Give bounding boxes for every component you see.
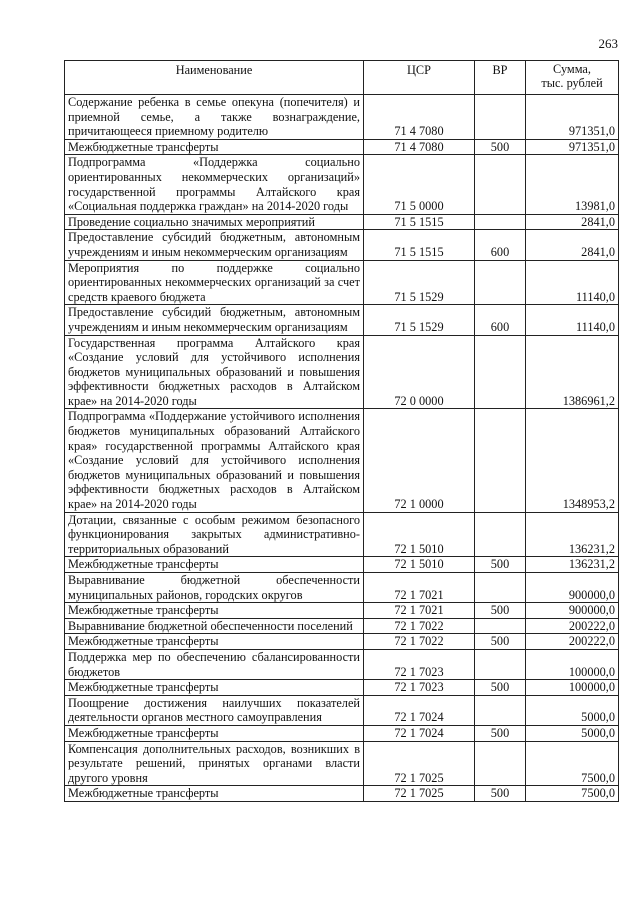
- cell-sum: 200222,0: [526, 618, 619, 634]
- table-row: [65, 603, 619, 619]
- table-row: [65, 680, 619, 696]
- cell-vr: 500: [475, 725, 526, 741]
- table-row: [65, 95, 619, 140]
- cell-sum: 5000,0: [526, 725, 619, 741]
- cell-name: Дотации, связанные с особым режимом безопасного функционирования закрытых административно-территориальных образований: [65, 512, 364, 557]
- table-row: [65, 695, 619, 725]
- header-name: Наименование: [65, 61, 364, 95]
- table-row: [65, 214, 619, 230]
- cell-name: Содержание ребенка в семье опекуна (попечителя) и приемной семье, а также вознаграждение, причитающееся приемному родителю: [65, 95, 364, 140]
- cell-name: Подпрограмма «Поддержка социально ориентированных некоммерческих организаций» государственной программы Алтайского края «Социальная поддержка граждан» на 2014-2020 годы: [65, 155, 364, 214]
- budget-table: [64, 60, 619, 802]
- cell-csr: 71 5 1515: [364, 230, 475, 260]
- cell-name: Межбюджетные трансферты: [65, 557, 364, 573]
- cell-name: Межбюджетные трансферты: [65, 139, 364, 155]
- cell-sum: 7500,0: [526, 741, 619, 786]
- cell-vr: [475, 512, 526, 557]
- table-row: [65, 618, 619, 634]
- cell-csr: 72 1 7024: [364, 725, 475, 741]
- table-row: [65, 741, 619, 786]
- cell-csr: 72 1 5010: [364, 512, 475, 557]
- cell-sum: 900000,0: [526, 603, 619, 619]
- cell-vr: 500: [475, 634, 526, 650]
- cell-sum: 11140,0: [526, 260, 619, 305]
- cell-vr: [475, 214, 526, 230]
- cell-vr: 600: [475, 305, 526, 335]
- cell-csr: 72 1 7022: [364, 618, 475, 634]
- cell-csr: 71 4 7080: [364, 139, 475, 155]
- table-row: [65, 557, 619, 573]
- cell-name: Мероприятия по поддержке социально ориентированных некоммерческих организаций за счет средств краевого бюджета: [65, 260, 364, 305]
- table-row: [65, 260, 619, 305]
- table-row: [65, 649, 619, 679]
- cell-csr: 72 1 7022: [364, 634, 475, 650]
- cell-csr: 72 1 7021: [364, 573, 475, 603]
- cell-vr: 500: [475, 603, 526, 619]
- cell-name: Межбюджетные трансферты: [65, 603, 364, 619]
- table-header-row: [65, 61, 619, 95]
- cell-vr: [475, 618, 526, 634]
- cell-name: Предоставление субсидий бюджетным, автономным учреждениям и иным некоммерческим организациям: [65, 230, 364, 260]
- header-sum: [526, 61, 619, 95]
- cell-sum: 13981,0: [526, 155, 619, 214]
- cell-name: Межбюджетные трансферты: [65, 786, 364, 802]
- cell-sum: 100000,0: [526, 649, 619, 679]
- cell-csr: 71 4 7080: [364, 95, 475, 140]
- cell-vr: [475, 573, 526, 603]
- cell-csr: 72 1 7024: [364, 695, 475, 725]
- cell-csr: 72 1 5010: [364, 557, 475, 573]
- cell-sum: 136231,2: [526, 557, 619, 573]
- cell-csr: 72 1 7021: [364, 603, 475, 619]
- cell-csr: 72 1 7023: [364, 649, 475, 679]
- cell-name: Межбюджетные трансферты: [65, 634, 364, 650]
- table-row: [65, 725, 619, 741]
- cell-csr: 72 0 0000: [364, 335, 475, 409]
- table-row: [65, 335, 619, 409]
- cell-name: Компенсация дополнительных расходов, возникших в результате решений, принятых органами власти другого уровня: [65, 741, 364, 786]
- cell-vr: [475, 649, 526, 679]
- cell-csr: 72 1 7025: [364, 786, 475, 802]
- cell-vr: [475, 95, 526, 140]
- cell-sum: 100000,0: [526, 680, 619, 696]
- cell-csr: 71 5 1529: [364, 260, 475, 305]
- cell-vr: [475, 409, 526, 512]
- cell-sum: 2841,0: [526, 230, 619, 260]
- cell-vr: 600: [475, 230, 526, 260]
- cell-csr: 71 5 0000: [364, 155, 475, 214]
- table-row: [65, 305, 619, 335]
- cell-vr: [475, 335, 526, 409]
- table-row: [65, 409, 619, 512]
- cell-sum: 200222,0: [526, 634, 619, 650]
- header-sum-line1: Сумма,: [553, 62, 591, 76]
- cell-sum: 971351,0: [526, 95, 619, 140]
- table-body: [65, 95, 619, 802]
- cell-sum: 11140,0: [526, 305, 619, 335]
- cell-name: Выравнивание бюджетной обеспеченности поселений: [65, 618, 364, 634]
- cell-name: Предоставление субсидий бюджетным, автономным учреждениям и иным некоммерческим организациям: [65, 305, 364, 335]
- cell-csr: 72 1 0000: [364, 409, 475, 512]
- cell-csr: 71 5 1515: [364, 214, 475, 230]
- header-csr: ЦСР: [364, 61, 475, 95]
- cell-sum: 1348953,2: [526, 409, 619, 512]
- cell-name: Поощрение достижения наилучших показателей деятельности органов местного самоуправления: [65, 695, 364, 725]
- cell-name: Проведение социально значимых мероприятий: [65, 214, 364, 230]
- cell-vr: [475, 155, 526, 214]
- cell-sum: 5000,0: [526, 695, 619, 725]
- table-row: [65, 230, 619, 260]
- cell-vr: 500: [475, 557, 526, 573]
- cell-name: Межбюджетные трансферты: [65, 680, 364, 696]
- table-row: [65, 786, 619, 802]
- cell-name: Поддержка мер по обеспечению сбалансированности бюджетов: [65, 649, 364, 679]
- cell-name: Межбюджетные трансферты: [65, 725, 364, 741]
- cell-name: Выравнивание бюджетной обеспеченности муниципальных районов, городских округов: [65, 573, 364, 603]
- table-row: [65, 155, 619, 214]
- page-number: 263: [598, 36, 618, 51]
- cell-name: Государственная программа Алтайского края «Создание условий для устойчивого исполнения бюджетов муниципальных образований и повышения эффективности бюджетных расходов в Алтайском крае» на 2014-2020 годы: [65, 335, 364, 409]
- cell-vr: [475, 741, 526, 786]
- cell-name: Подпрограмма «Поддержание устойчивого исполнения бюджетов муниципальных образований Алтайского края» государственной программы Алтайского края «Создание условий для устойчивого исполнения бюджетов муниципальных образований и повышения эффективности бюджетных расходов в Алтайском крае» на 2014-2020 годы: [65, 409, 364, 512]
- cell-vr: [475, 695, 526, 725]
- cell-csr: 72 1 7025: [364, 741, 475, 786]
- cell-sum: 7500,0: [526, 786, 619, 802]
- cell-sum: 900000,0: [526, 573, 619, 603]
- cell-sum: 1386961,2: [526, 335, 619, 409]
- table-row: [65, 139, 619, 155]
- cell-sum: 2841,0: [526, 214, 619, 230]
- cell-sum: 136231,2: [526, 512, 619, 557]
- table-row: [65, 573, 619, 603]
- cell-csr: 72 1 7023: [364, 680, 475, 696]
- table-row: [65, 512, 619, 557]
- cell-vr: 500: [475, 680, 526, 696]
- header-sum-line2: тыс. рублей: [541, 75, 603, 90]
- cell-sum: 971351,0: [526, 139, 619, 155]
- cell-vr: 500: [475, 786, 526, 802]
- cell-vr: 500: [475, 139, 526, 155]
- cell-vr: [475, 260, 526, 305]
- cell-csr: 71 5 1529: [364, 305, 475, 335]
- table-row: [65, 634, 619, 650]
- header-vr: ВР: [475, 61, 526, 95]
